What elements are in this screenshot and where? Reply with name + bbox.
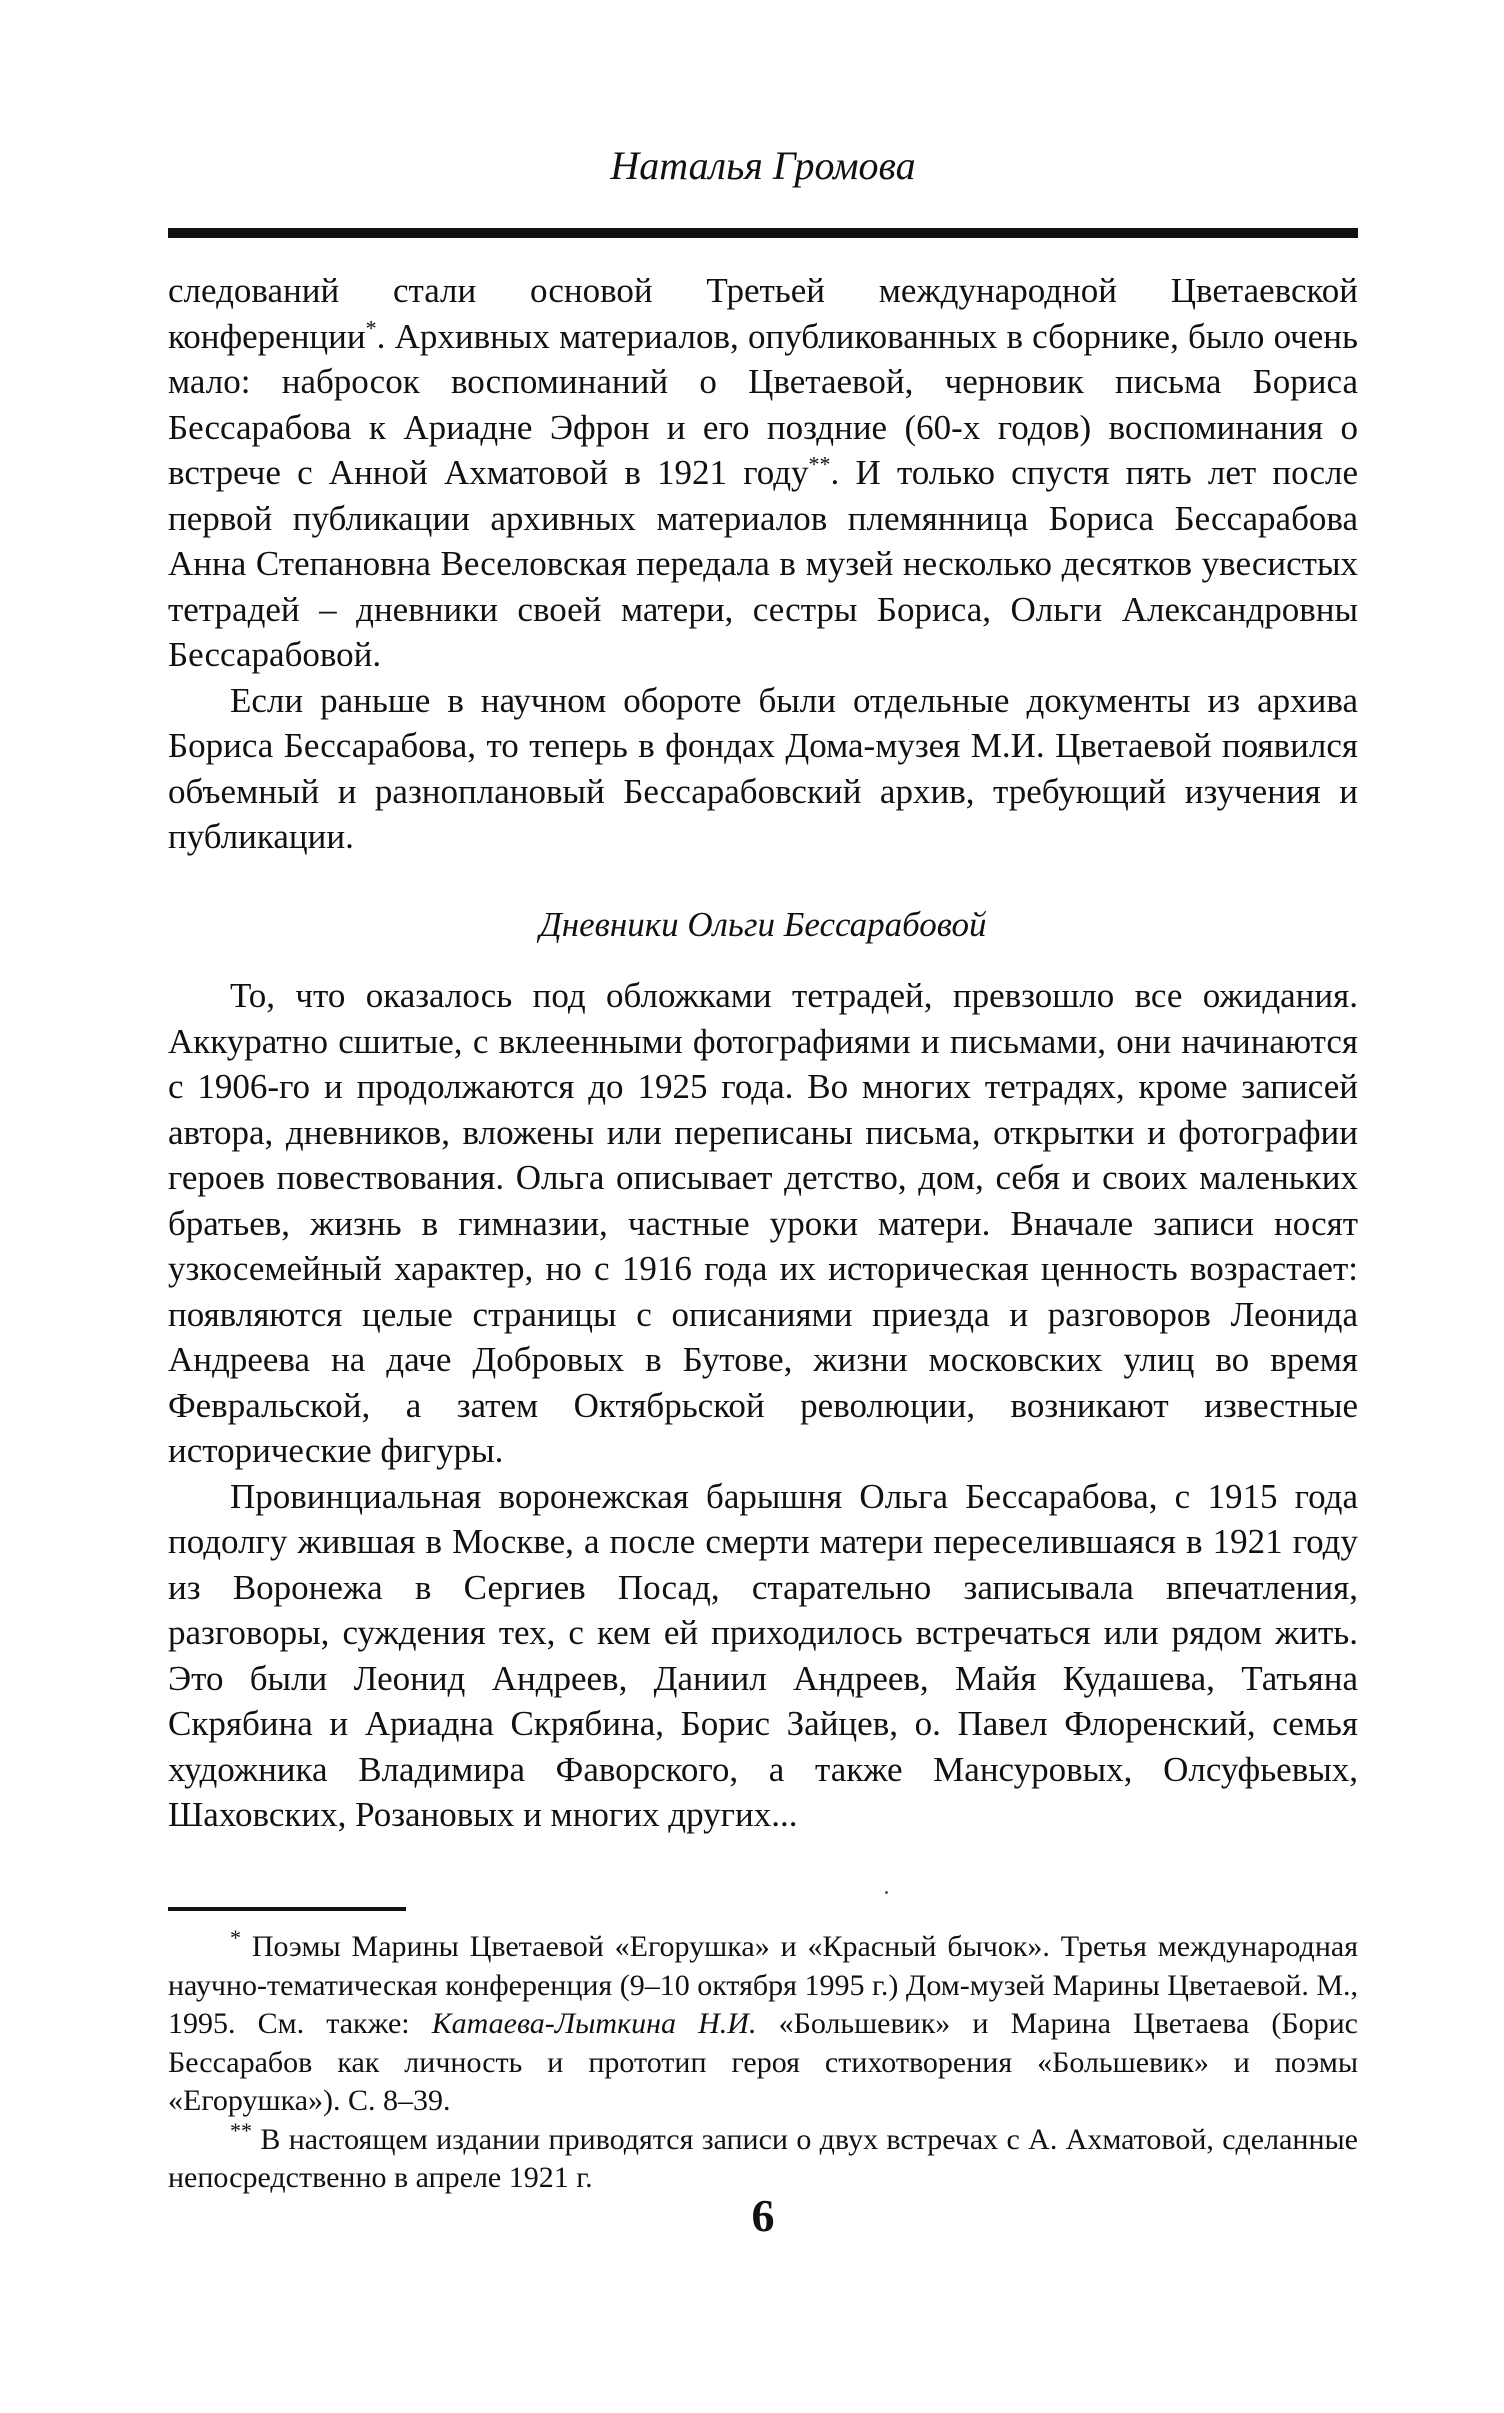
footnote-2 bbox=[168, 2117, 1358, 2198]
paragraph-4: Провинциальная воронежская барышня Ольга Бессарабова, с 1915 года подолгу жившая в Москве, а после смерти матери переселившаяся в 1921 году из Воронежа в Сергиев Посад, старательно записывала впечатления, разговоры, суждения тех, с кем ей приходилось встречаться или рядом жить. Это были Леонид Андреев, Даниил Андреев, Майя Кудашева, Татьяна Скрябина и Ариадна Скрябина, Борис Зайцев, о. Павел Флоренский, семья художника Владимира Фаворского, а также Мансуровых, Олсуфьевых, Шаховских, Розановых и многих других... bbox=[168, 1476, 1358, 1834]
paragraph-1-part-c: . И только спустя пять лет после первой публикации архивных материалов племянница Бориса Бессарабова Анна Степановна Веселовская передала в музей несколько десятков увесистых тетрадей – дневники своей матери, сестры Бориса, Ольги Александровны Бессарабовой. bbox=[168, 453, 1359, 674]
paragraph-3: То, что оказалось под обложками тетрадей, превзошло все ожидания. Аккуратно сшитые, с вклеенными фотографиями и письмами, они начинаются с 1906-го и продолжаются до 1925 года. Во многих тетрадях, кроме записей автора, дневников, вложены или переписаны письма, открытки и фотографии героев повествования. Ольга описывает детство, дом, себя и своих маленьких братьев, жизнь в гимназии, частные уроки матери. Вначале записи носят узкосемейный характер, но с 1916 года их историческая ценность возрастает: появляются целые страницы с описаниями приезда и разговоров Леонида Андреева на даче Добровых в Бутове, жизни московских улиц во время Февральской, а затем Октябрьской революции, возникают известные исторические фигуры. bbox=[168, 976, 1358, 1470]
section-subheading: Дневники Ольги Бессарабовой bbox=[539, 904, 987, 944]
print-speck bbox=[885, 1891, 888, 1894]
footnotes bbox=[168, 1925, 1358, 2198]
main-text bbox=[168, 268, 1358, 1838]
footnote-1-author: Катаева-Лыткина Н.И. bbox=[431, 2007, 757, 2040]
footnote-1-mark: * bbox=[230, 1925, 241, 1950]
footnote-reference-2: ** bbox=[808, 451, 831, 477]
paragraph-continued bbox=[168, 268, 1358, 678]
paragraph-2: Если раньше в научном обороте были отдельные документы из архива Бориса Бессарабова, то теперь в фондах Дома-музея М.И. Цветаевой появился объемный и разноплановый Бессарабовский архив, требующий изучения и публикации. bbox=[168, 680, 1358, 856]
paragraph-1-part-a: следований стали основой Третьей международной Цветаевской конференции bbox=[168, 271, 1358, 356]
page-number: 6 bbox=[751, 2190, 775, 2241]
footnote-1 bbox=[168, 1925, 1358, 2121]
footnote-rule bbox=[168, 1907, 406, 1911]
footnote-2-mark: ** bbox=[230, 2117, 252, 2143]
footnote-1-text-b: «Большевик» и Марина Цветаева (Борис Бессарабов как личность и прототип героя стихотворения «Большевик» и поэмы «Егорушка»). С. 8–39. bbox=[168, 2007, 1358, 2117]
paragraph-1-part-b: . Архивных материалов, опубликованных в сборнике, было очень мало: набросок воспоминаний о Цветаевой, черновик письма Бориса Бессарабова к Ариадне Эфрон и его поздние (60-х годов) воспоминания о встрече с Анной Ахматовой в 1921 году bbox=[168, 316, 1358, 492]
footnote-1-text-a: Поэмы Марины Цветаевой «Егорушка» и «Красный бычок». Третья международная научно-тематическая конференция (9–10 октября 1995 г.) Дом-музей Марины Цветаевой. М., 1995. См. также: bbox=[168, 1930, 1358, 2040]
footnote-2-text: В настоящем издании приводятся записи о двух встречах с А. Ахматовой, сделанные непосредственно в апреле 1921 г. bbox=[168, 2122, 1358, 2194]
header-rule bbox=[168, 228, 1358, 238]
running-head: Наталья Громова bbox=[610, 143, 916, 188]
footnote-reference-1: * bbox=[365, 314, 377, 340]
